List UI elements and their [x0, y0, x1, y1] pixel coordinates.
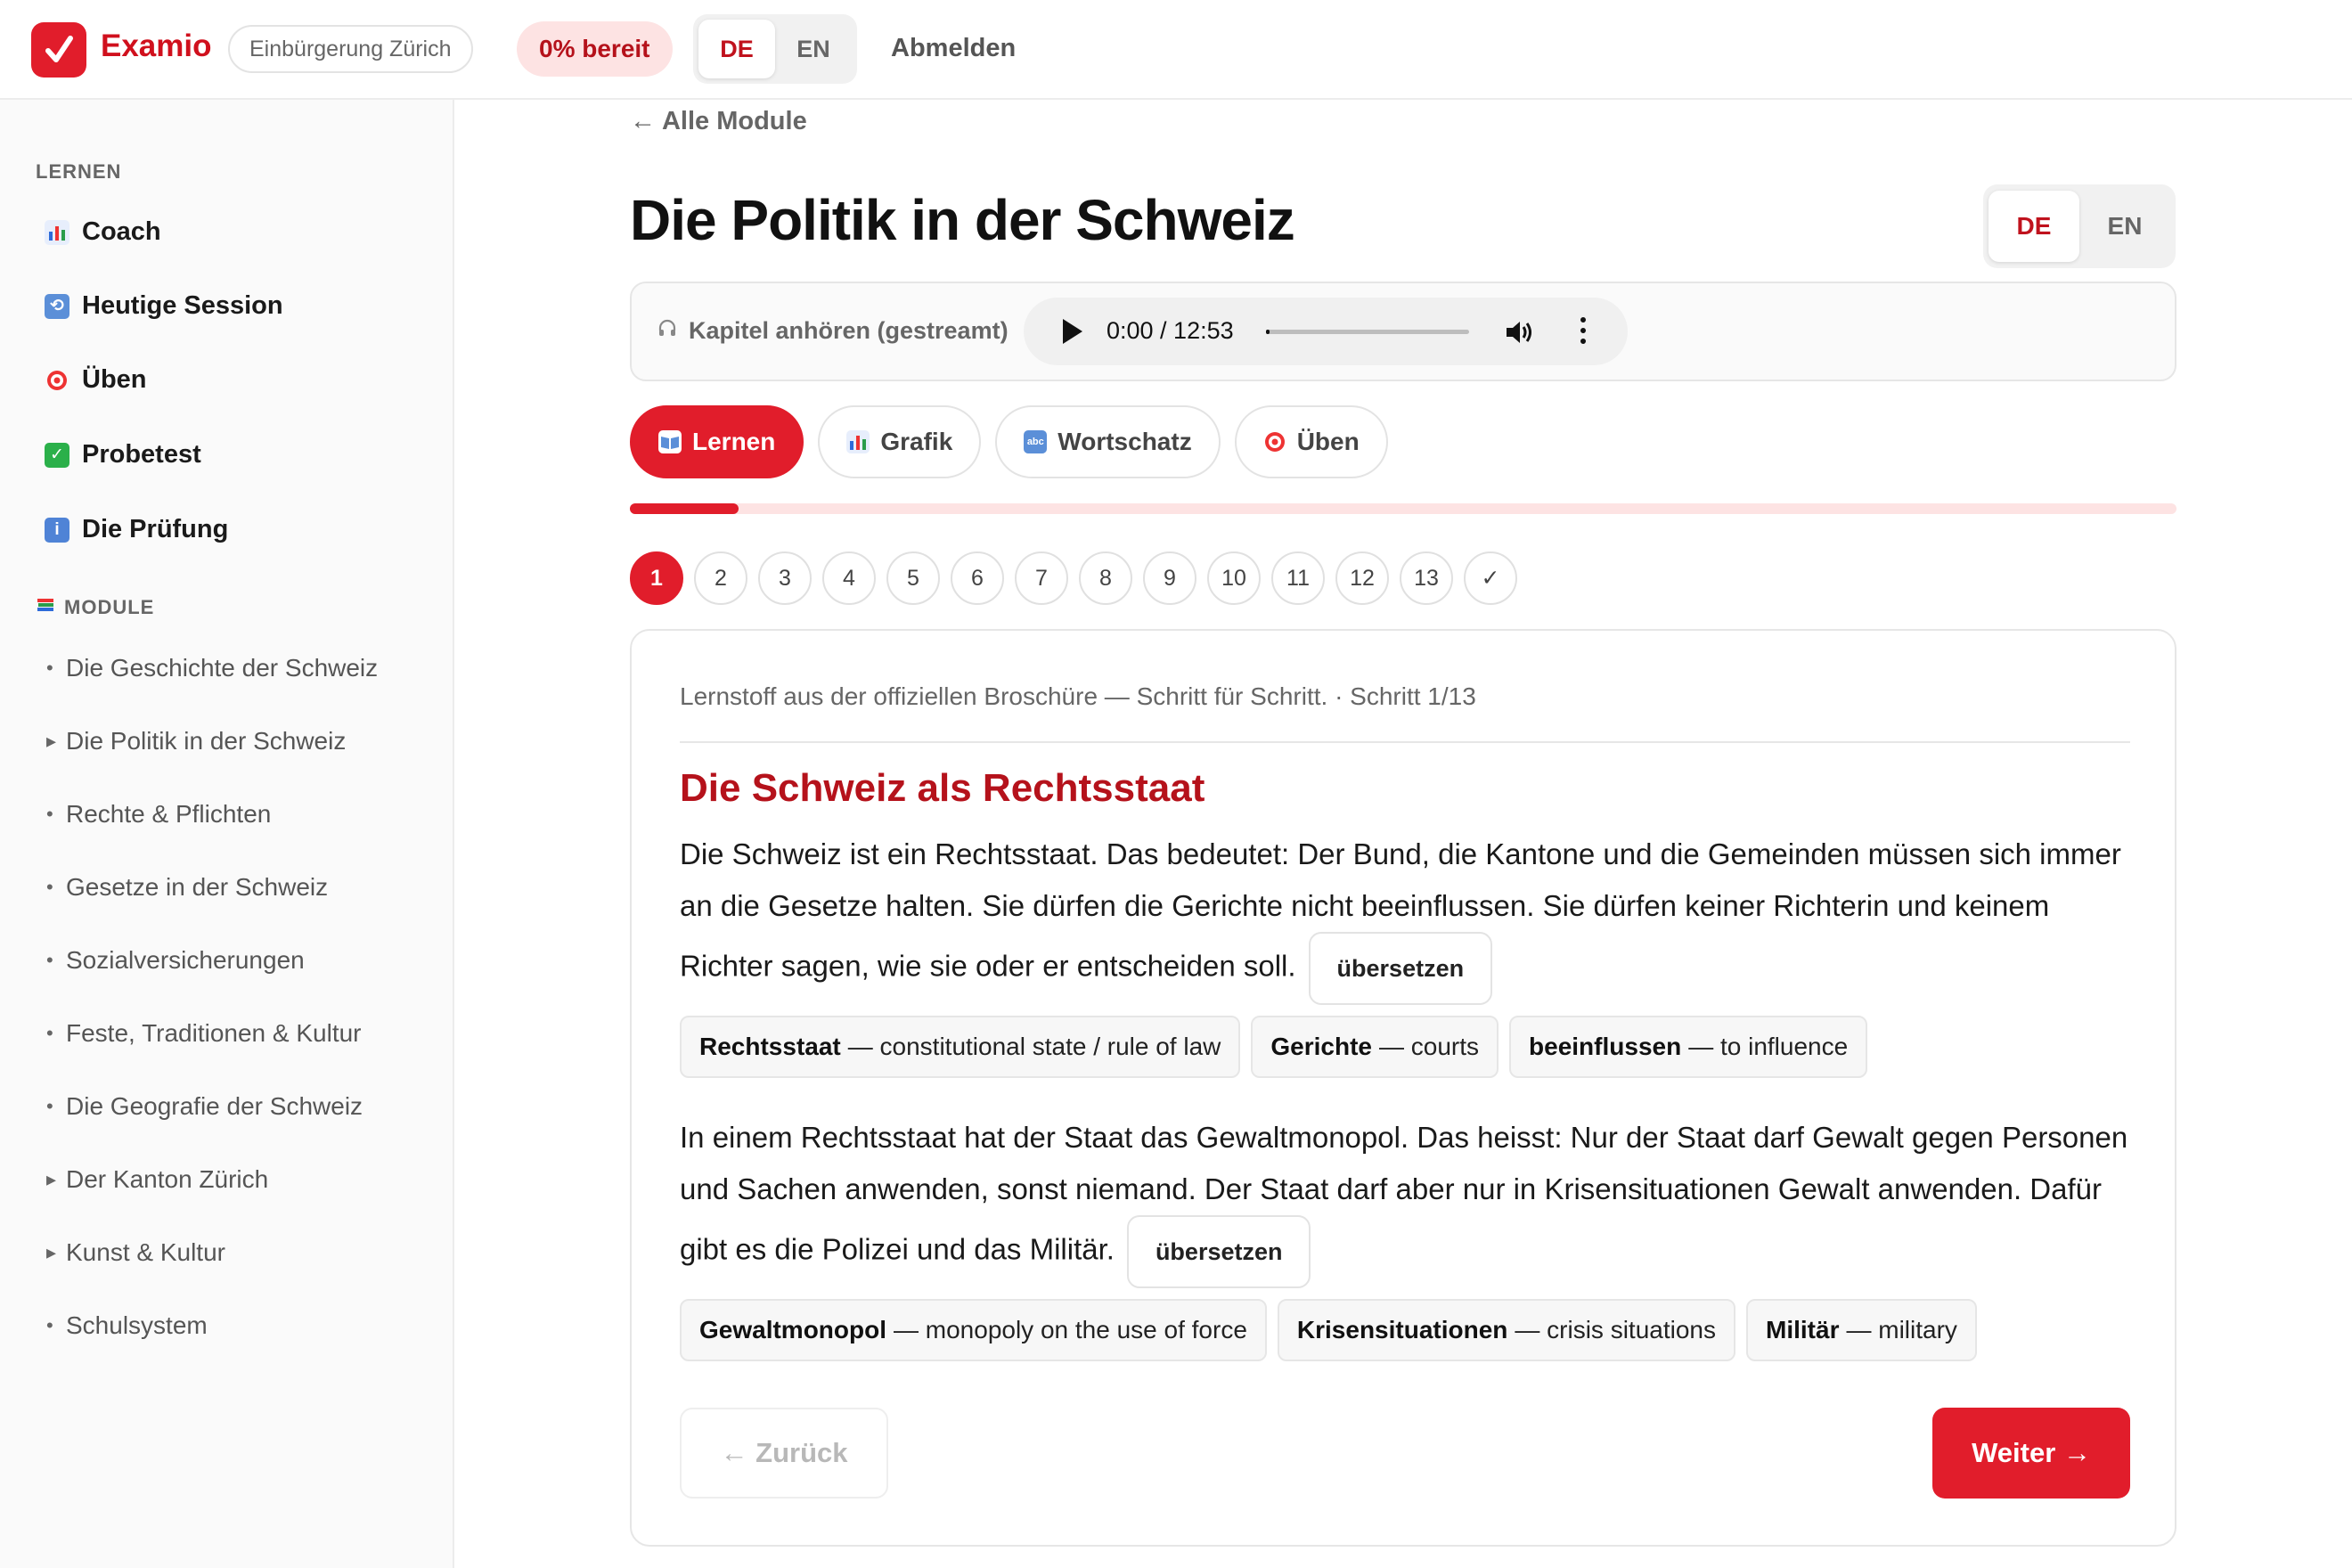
sidebar-item-label: Probetest: [82, 440, 201, 469]
vocab-chip: [680, 1299, 1267, 1361]
step-button[interactable]: 1: [630, 551, 683, 605]
sidebar-item-label: Heutige Session: [82, 291, 283, 320]
step-button[interactable]: 3: [758, 551, 812, 605]
next-button[interactable]: Weiter →: [1932, 1408, 2130, 1499]
tab-label: Wortschatz: [1058, 428, 1192, 455]
volume-icon[interactable]: [1505, 319, 1535, 350]
lesson-meta: Lernstoff aus der offiziellen Broschüre — Schritt für Schritt. · Schritt 1/13: [680, 682, 1476, 710]
books-icon: [36, 595, 55, 620]
modules-heading: MODULE: [64, 596, 155, 618]
module-label: Sozialversicherungen: [66, 946, 305, 974]
sidebar-item-label: Üben: [82, 365, 147, 394]
repeat-icon: ⟲: [45, 294, 69, 319]
sidebar-item-label: Die Prüfung: [82, 515, 229, 543]
step-button[interactable]: 9: [1143, 551, 1196, 605]
readiness-badge: 0% bereit: [517, 21, 673, 77]
module-label: Schulsystem: [66, 1311, 208, 1339]
caret-right-icon: ▸: [46, 730, 57, 752]
module-item[interactable]: [46, 873, 328, 902]
module-item[interactable]: [46, 946, 305, 975]
sidebar-item-exam[interactable]: [45, 515, 228, 544]
translate-button[interactable]: übersetzen: [1127, 1215, 1311, 1288]
sidebar-item-label: Coach: [82, 217, 161, 246]
logo-check-icon[interactable]: [31, 22, 86, 78]
bar-chart-icon: [846, 430, 870, 453]
module-item[interactable]: [46, 1019, 362, 1048]
check-box-icon: ✓: [45, 443, 69, 468]
back-button[interactable]: ← Zurück: [680, 1408, 888, 1499]
step-button[interactable]: 4: [822, 551, 876, 605]
vocab-chip: [1509, 1016, 1867, 1078]
step-button[interactable]: 5: [886, 551, 940, 605]
caret-right-icon: ▸: [46, 1168, 57, 1190]
top-bar: [0, 0, 2352, 100]
modules-heading-row: [36, 595, 154, 620]
section-title: Die Schweiz als Rechtsstaat: [680, 766, 1205, 810]
step-button[interactable]: 6: [951, 551, 1004, 605]
translate-button[interactable]: übersetzen: [1309, 932, 1493, 1005]
caret-right-icon: ▸: [46, 1241, 57, 1263]
module-label: Die Geografie der Schweiz: [66, 1092, 363, 1120]
learn-heading: LERNEN: [36, 160, 122, 183]
sidebar-item-coach[interactable]: [45, 217, 161, 247]
bar-chart-icon: [45, 220, 69, 245]
bullet-icon: •: [46, 1314, 53, 1336]
all-modules-link[interactable]: ← Alle Module: [630, 107, 807, 135]
vocab-term: beeinflussen: [1529, 1033, 1682, 1060]
divider: [680, 741, 2130, 743]
audio-time: 0:00 / 12:53: [1107, 317, 1234, 344]
content-lang-en-button[interactable]: EN: [2107, 212, 2143, 240]
module-item[interactable]: [46, 654, 378, 682]
vocab-meaning: — to influence: [1688, 1033, 1849, 1060]
module-label: Feste, Traditionen & Kultur: [66, 1019, 362, 1047]
vocab-chip: [680, 1016, 1240, 1078]
step-progress-bar: [630, 503, 2176, 514]
content-tabs: [630, 405, 1388, 478]
content-lang-de-button[interactable]: DE: [1989, 191, 2079, 262]
vocab-term: Krisensituationen: [1296, 1316, 1508, 1343]
bullet-icon: •: [46, 949, 53, 971]
header-language-toggle: [693, 14, 857, 84]
tab-label: Üben: [1296, 428, 1360, 455]
vocab-meaning: — monopoly on the use of force: [894, 1316, 1247, 1343]
app-name[interactable]: Examio: [101, 29, 212, 63]
module-label: Gesetze in der Schweiz: [66, 873, 329, 901]
audio-seek-fill: [1266, 330, 1270, 334]
step-button[interactable]: 8: [1079, 551, 1132, 605]
vocab-chip: [1746, 1299, 1977, 1361]
audio-seek-bar[interactable]: [1266, 330, 1469, 334]
book-icon: [658, 430, 682, 453]
content-language-toggle: [1983, 184, 2176, 268]
tab-vocabulary[interactable]: [995, 405, 1220, 478]
audio-card: [630, 282, 2176, 381]
module-label: Kunst & Kultur: [66, 1238, 225, 1266]
logout-link[interactable]: Abmelden: [891, 34, 1017, 62]
vocab-term: Rechtsstaat: [699, 1033, 841, 1060]
info-icon: i: [45, 518, 69, 543]
lang-en-button[interactable]: EN: [796, 35, 830, 62]
paragraph-text: In einem Rechtsstaat hat der Staat das Gewaltmonopol. Das heisst: Nur der Staat darf Gewalt gegen Personen und Sachen anwenden, sonst niemand. Der Staat darf aber nur in Krisensituationen Gewalt anwenden. Dafür gibt es die Polizei und das Militär.: [680, 1121, 2128, 1266]
module-item[interactable]: [46, 800, 271, 829]
abc-icon: abc: [1024, 430, 1047, 453]
vocab-chip: [1278, 1299, 1735, 1361]
bullet-icon: •: [46, 876, 53, 898]
step-button[interactable]: 12: [1335, 551, 1389, 605]
play-icon[interactable]: [1063, 319, 1082, 344]
step-navigation: [630, 551, 1517, 605]
module-label: Die Politik in der Schweiz: [66, 727, 347, 755]
step-button[interactable]: 11: [1271, 551, 1325, 605]
vocab-meaning: — military: [1846, 1316, 1957, 1343]
page-title: Die Politik in der Schweiz: [630, 188, 1294, 252]
lesson-paragraph: [680, 1112, 2141, 1288]
vocab-meaning: — constitutional state / rule of law: [847, 1033, 1221, 1060]
lesson-paragraph: [680, 829, 2141, 1005]
module-item[interactable]: [46, 1238, 225, 1267]
audio-label: Kapitel anhören (gestreamt): [689, 317, 1009, 344]
lang-de-button[interactable]: DE: [698, 20, 775, 78]
step-button[interactable]: 7: [1015, 551, 1068, 605]
vocab-term: Gerichte: [1270, 1033, 1372, 1060]
module-label: Die Geschichte der Schweiz: [66, 654, 379, 682]
vocab-term: Gewaltmonopol: [699, 1316, 886, 1343]
step-button[interactable]: 13: [1400, 551, 1453, 605]
vocab-term: Militär: [1766, 1316, 1840, 1343]
lesson-card: [630, 629, 2176, 1547]
sidebar-item-mock-test[interactable]: [45, 440, 201, 470]
step-progress-fill: [630, 503, 739, 514]
tab-learn[interactable]: [630, 405, 804, 478]
step-finish-button[interactable]: ✓: [1464, 551, 1517, 605]
tab-practice[interactable]: [1235, 405, 1388, 478]
tab-label: Lernen: [692, 428, 776, 455]
module-item[interactable]: [46, 1165, 268, 1194]
target-icon: [1263, 430, 1286, 453]
vocab-row: [680, 1299, 1977, 1361]
tab-label: Grafik: [880, 428, 953, 455]
step-button[interactable]: 2: [694, 551, 747, 605]
module-item[interactable]: [46, 727, 346, 755]
tab-chart[interactable]: [818, 405, 981, 478]
sidebar: [0, 100, 454, 1568]
module-item[interactable]: [46, 1311, 208, 1340]
bullet-icon: •: [46, 803, 53, 825]
vocab-meaning: — courts: [1379, 1033, 1480, 1060]
bullet-icon: •: [46, 657, 53, 679]
paragraph-text: Die Schweiz ist ein Rechtsstaat. Das bedeutet: Der Bund, die Kantone und die Gemeinden müssen sich immer an die Gesetze halten. Sie dürfen die Gerichte nicht beeinflussen. Sie dürfen keiner Richterin und keinem Richter sagen, wie sie oder er entscheiden soll.: [680, 837, 2121, 983]
step-button[interactable]: 10: [1207, 551, 1261, 605]
module-item[interactable]: [46, 1092, 363, 1121]
audio-label-row: [657, 317, 1009, 345]
vocab-meaning: — crisis situations: [1515, 1316, 1717, 1343]
canton-badge: Einbürgerung Zürich: [228, 25, 473, 73]
headphones-icon: [657, 317, 678, 345]
bullet-icon: •: [46, 1095, 53, 1117]
vocab-row: [680, 1016, 1867, 1078]
more-options-icon[interactable]: [1580, 317, 1586, 344]
bullet-icon: •: [46, 1022, 53, 1044]
module-label: Rechte & Pflichten: [66, 800, 272, 828]
target-icon: [45, 368, 69, 393]
module-label: Der Kanton Zürich: [66, 1165, 269, 1193]
sidebar-item-session[interactable]: [45, 291, 283, 321]
sidebar-item-practice[interactable]: [45, 365, 147, 395]
audio-player: [1024, 298, 1628, 365]
vocab-chip: [1251, 1016, 1499, 1078]
